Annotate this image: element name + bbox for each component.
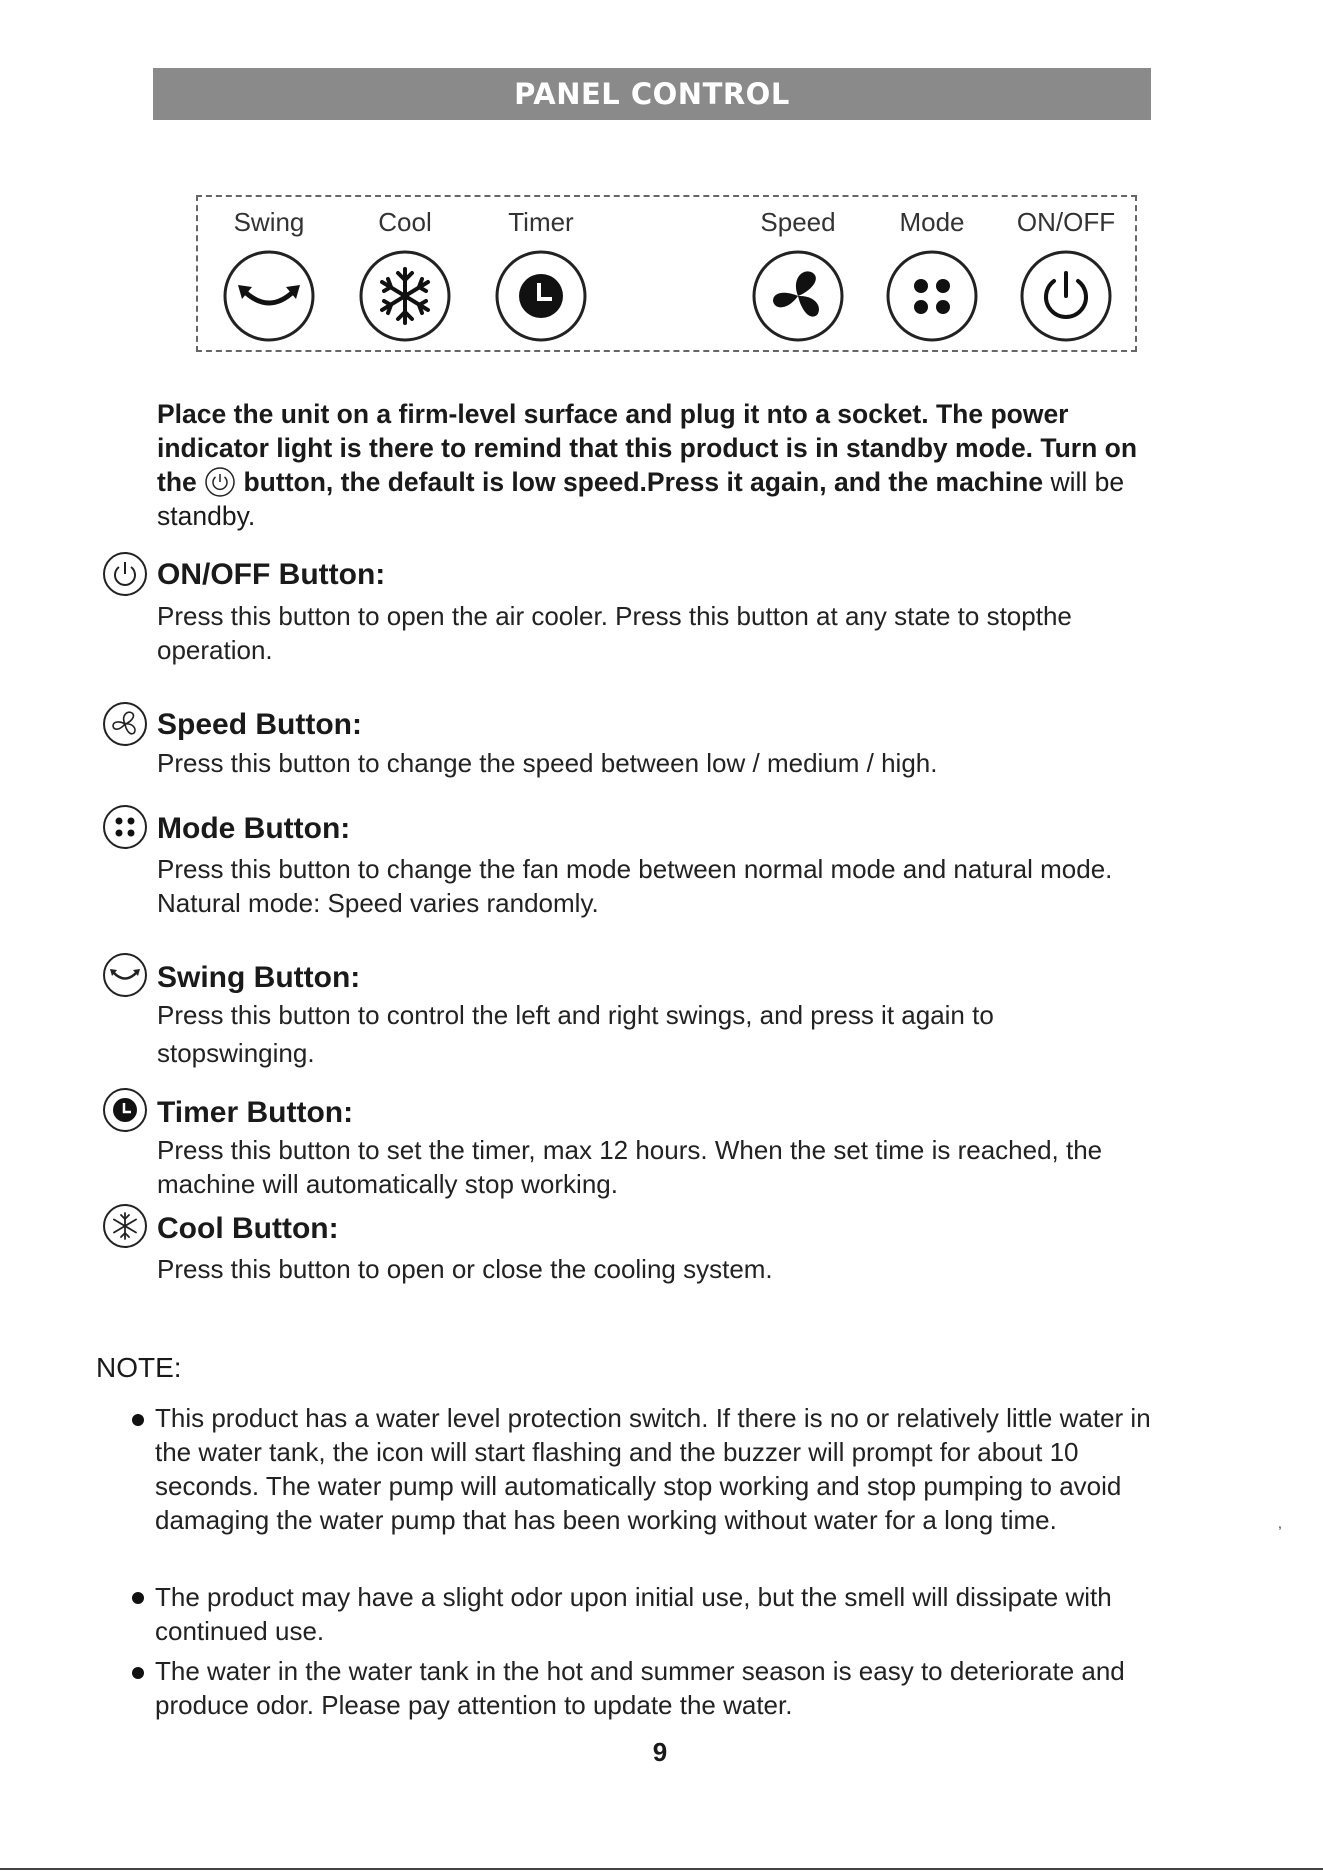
timer-section-title: Timer Button: <box>157 1096 354 1129</box>
bullet-icon <box>132 1592 144 1604</box>
panel-cool-button <box>355 197 455 343</box>
panel-swing-label: Swing <box>233 207 305 237</box>
fan-icon <box>751 249 845 343</box>
panel-onoff-label: ON/OFF <box>1016 207 1116 237</box>
bullet-icon <box>132 1667 144 1679</box>
intro-text-3: will be standby. <box>157 467 1125 531</box>
snowflake-icon <box>102 1203 148 1249</box>
panel-timer-button <box>491 197 591 343</box>
power-icon <box>1019 249 1113 343</box>
swing-section-title: Swing Button: <box>157 961 361 994</box>
swing-section-desc: Press this button to control the left and right swings, and press it again to stopswinging. <box>157 1000 994 1068</box>
power-icon <box>102 551 148 597</box>
panel-swing-button <box>219 197 319 343</box>
speed-section-title: Speed Button: <box>157 708 362 741</box>
note-title: NOTE: <box>96 1352 182 1383</box>
note-item: This product has a water level protection switch. If there is no or relatively little water in the water tank, the icon will start flashing and the buzzer will prompt for about 10 seconds. The water pump will automatically stop working and stop pumping to avoid damaging the water pump that has been working without water for a long time. <box>155 1403 1151 1535</box>
snowflake-icon <box>358 249 452 343</box>
bottom-divider <box>0 1868 1323 1870</box>
note-item: The product may have a slight odor upon initial use, but the smell will dissipate with continued use. <box>155 1582 1112 1646</box>
swing-icon <box>222 249 316 343</box>
clock-icon <box>102 1087 148 1133</box>
panel-mode-label: Mode <box>899 207 965 237</box>
mode-section-title: Mode Button: <box>157 812 351 845</box>
stray-mark: , <box>1278 1515 1282 1531</box>
panel-timer-label: Timer <box>508 207 574 237</box>
speed-section-desc: Press this button to change the speed between low / medium / high. <box>157 748 938 778</box>
timer-section-desc: Press this button to set the timer, max 12 hours. When the set time is reached, the machine will automatically stop working. <box>157 1135 1103 1199</box>
four-dots-icon <box>102 804 148 850</box>
control-panel-diagram <box>196 195 1137 352</box>
clock-icon <box>494 249 588 343</box>
panel-speed-button <box>748 197 848 343</box>
note-item: The water in the water tank in the hot and summer season is easy to deteriorate and produce odor. Please pay attention to update the water. <box>155 1656 1125 1720</box>
panel-mode-button <box>882 197 982 343</box>
panel-cool-label: Cool <box>378 207 432 237</box>
intro-paragraph <box>157 397 1167 533</box>
bullet-icon <box>132 1414 144 1426</box>
intro-text-1: Place the unit on a firm-level surface and plug it nto a socket. The power indicator light is there to remind that this product is in standby mode. Turn on the <box>157 399 1138 497</box>
panel-onoff-button <box>1016 197 1116 343</box>
mode-section-desc: Press this button to change the fan mode between normal mode and natural mode. Natural mode: Speed varies randomly. <box>157 854 1113 918</box>
power-icon <box>204 466 236 498</box>
fan-icon <box>102 701 148 747</box>
intro-text-2: button, the default is low speed.Press it again, and the machine <box>243 467 1044 497</box>
page-number: 9 <box>652 1737 668 1767</box>
cool-section-title: Cool Button: <box>157 1212 339 1245</box>
page-title: PANEL CONTROL <box>153 68 1151 120</box>
onoff-section-title: ON/OFF Button: <box>157 558 386 591</box>
four-dots-icon <box>885 249 979 343</box>
panel-speed-label: Speed <box>760 207 836 237</box>
onoff-section-desc: Press this button to open the air cooler. Press this button at any state to stopthe operation. <box>157 601 1072 665</box>
cool-section-desc: Press this button to open or close the cooling system. <box>157 1254 773 1284</box>
swing-icon <box>102 952 148 998</box>
